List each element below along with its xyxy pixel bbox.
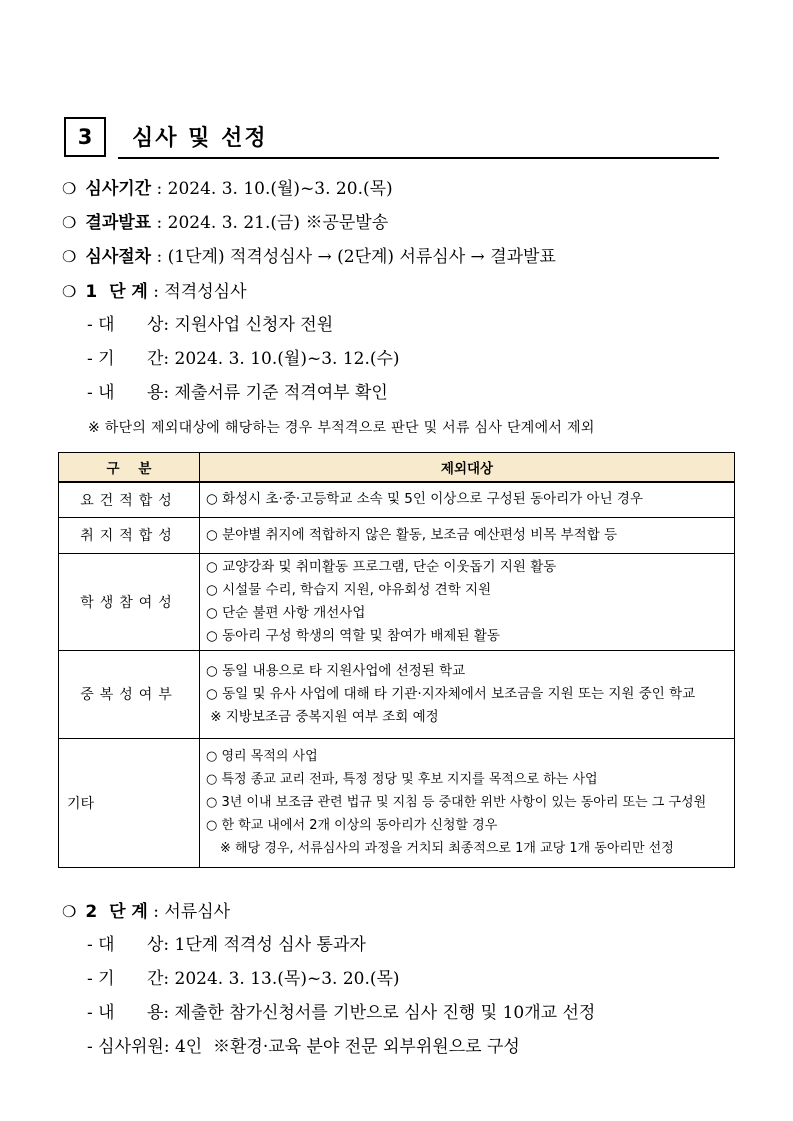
review-period-line [62, 178, 393, 200]
row-line: ○ 특정 종교 교리 전파, 특정 정당 및 후보 지지를 목적으로 하는 사업 [206, 772, 598, 787]
review-period-value: : 2024. 3. 10.(월)~3. 20.(목) [156, 179, 393, 199]
section-rule [118, 157, 719, 159]
table-row [59, 482, 735, 517]
procedure-value: : (1단계) 적격성심사 → (2단계) 서류심사 → 결과발표 [156, 247, 556, 267]
row-content [200, 517, 735, 553]
section-title: 심사 및 선정 [132, 126, 268, 151]
table-header: 구 분 [59, 453, 200, 483]
row-label: 취지적합성 [59, 517, 200, 553]
row-label: 기타 [59, 738, 200, 867]
row-line: ○ 3년 이내 보조금 관련 법규 및 지침 등 중대한 위반 사항이 있는 동아리 또는 그 구성원 [206, 795, 707, 810]
row-label: 학생참여성 [59, 553, 200, 650]
row-line: ※ 지방보조금 중복지원 여부 조회 예정 [206, 708, 439, 725]
stage2-value: : 서류심사 [153, 902, 231, 922]
bullet-icon: ❍ [62, 902, 77, 921]
procedure-line [62, 246, 556, 268]
bullet-icon: ❍ [62, 213, 77, 232]
row-line: ○ 분야별 취지에 적합하지 않은 활동, 보조금 예산편성 비목 부적합 등 [206, 526, 618, 543]
row-line: ○ 한 학교 내에서 2개 이상의 동아리가 신청할 경우 [206, 818, 498, 833]
result-label: 결과발표 [85, 213, 152, 233]
row-line: ※ 해당 경우, 서류심사의 과정을 거치되 최종적으로 1개 교당 1개 동아리만 선정 [220, 841, 674, 856]
stage2-label: 2 단 계 [85, 902, 148, 922]
stage1-line [62, 281, 247, 303]
row-line: ○ 단순 불편 사항 개선사업 [206, 604, 366, 621]
row-line: ○ 동아리 구성 학생의 역할 및 참여가 배제된 활동 [206, 627, 500, 644]
row-content [200, 650, 735, 738]
procedure-label: 심사절차 [85, 247, 152, 267]
row-label: 중복성여부 [59, 650, 200, 738]
stage2-item: - 내 용: 제출한 참가신청서를 기반으로 심사 진행 및 10개교 선정 [87, 1003, 596, 1023]
stage1-note: ※ 하단의 제외대상에 해당하는 경우 부적격으로 판단 및 서류 심사 단계에서 제외 [88, 420, 595, 436]
exclusion-table [58, 452, 735, 868]
stage1-value: : 적격성심사 [153, 282, 247, 302]
row-line: ○ 동일 내용으로 타 지원사업에 선정된 학교 [206, 662, 466, 679]
stage1-item: - 대 상: 지원사업 신청자 전원 [87, 315, 334, 335]
stage1-item: - 기 간: 2024. 3. 10.(월)~3. 12.(수) [87, 349, 400, 369]
row-line: ○ 시설물 수리, 학습지 지원, 야유회성 견학 지원 [206, 581, 492, 598]
bullet-icon: ❍ [62, 247, 77, 266]
table-header: 제외대상 [200, 453, 735, 483]
section-number: 3 [77, 125, 93, 149]
row-line: ○ 동일 및 유사 사업에 대해 타 기관·지자체에서 보조금을 지원 또는 지원 중인 학교 [206, 685, 696, 702]
row-line: ○ 화성시 초·중·고등학교 소속 및 5인 이상으로 구성된 동아리가 아닌 경우 [206, 491, 644, 508]
table-row [59, 553, 735, 650]
stage1-item: - 내 용: 제출서류 기준 적격여부 확인 [87, 383, 388, 403]
row-label: 요건적합성 [59, 482, 200, 517]
section-number-box [64, 117, 106, 157]
table-row [59, 650, 735, 738]
bullet-icon: ❍ [62, 179, 77, 198]
table-row [59, 517, 735, 553]
review-period-label: 심사기간 [85, 179, 152, 199]
stage2-line [62, 901, 230, 923]
row-line: ○ 교양강좌 및 취미활동 프로그램, 단순 이웃돕기 지원 활동 [206, 558, 557, 575]
row-content [200, 738, 735, 867]
table-row [59, 738, 735, 867]
bullet-icon: ❍ [62, 282, 77, 301]
row-content [200, 482, 735, 517]
table-header-row [59, 453, 735, 483]
stage2-item: - 기 간: 2024. 3. 13.(목)~3. 20.(목) [87, 969, 400, 989]
row-content [200, 553, 735, 650]
stage1-label: 1 단 계 [85, 282, 148, 302]
stage2-item: - 대 상: 1단계 적격성 심사 통과자 [87, 935, 366, 955]
result-line [62, 212, 388, 234]
stage2-item: - 심사위원: 4인 ※환경·교육 분야 전문 외부위원으로 구성 [87, 1037, 520, 1057]
result-value: : 2024. 3. 21.(금) ※공문발송 [156, 213, 389, 233]
row-line: ○ 영리 목적의 사업 [206, 749, 318, 764]
